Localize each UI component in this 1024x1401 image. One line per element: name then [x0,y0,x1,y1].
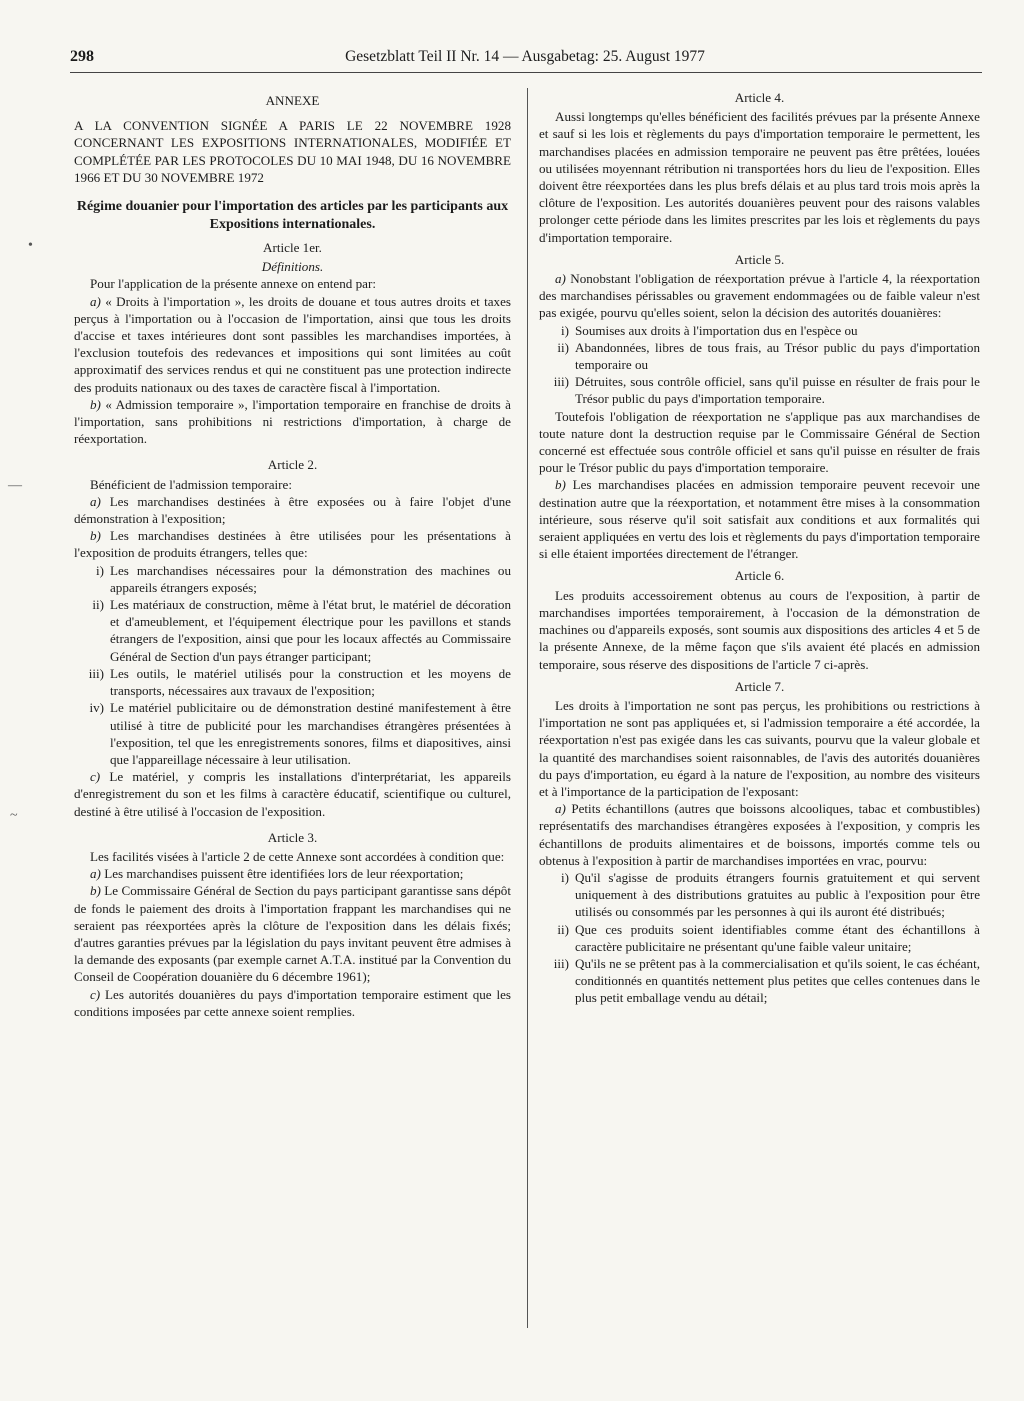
list-text: Que ces produits soient identifiables comme étant des échantillons à caractère publicitaire ne présentant qu'une faible valeur unitaire; [575,921,980,954]
article-1-intro: Pour l'application de la présente annexe on entend par: [90,276,376,292]
label-a: a) [90,866,101,882]
article-3-intro: Les facilités visées à l'article 2 de cette Annexe sont accordées à condition que: [90,848,505,864]
label-b: b) [555,477,566,493]
article-3-b-text: Le Commissaire Général de Section du pays participant garantisse sans dépôt de fonds le paiement des droits à l'importation frappant les marchandises qui ne seraient pas réexportées après la clôture de l'exposition dans les délais fixés; d'autres garanties prévues par la législation du pays invitant peuvent être admises à la demande des exposants (par exemple carnet A.T.A. institué par la Convention du Conseil de Coopération douanière du 6 décembre 1961); [74,883,511,985]
article-7-title: Article 7. [734,678,785,694]
annexe-heading: ANNEXE [265,93,320,108]
list-text: Abandonnées, libres de tous frais, au Trésor public du pays d'importation temporaire ou [575,339,980,373]
label-a: a) [90,493,101,509]
article-5-b-text: Les marchandises placées en admission temporaire peuvent recevoir une destination autre que la réexportation, et notamment être mises à la consommation intérieure, sous réserve qu'il soit satisfait aux conditions et aux formalités qui seraient appliquées en vertu des lois et règlements du pays d'importation temporaire si elle étaient importées directement de l'étranger. [539,477,980,562]
list-label: ii) [557,339,569,355]
list-text: Le matériel publicitaire ou de démonstration destiné manifestement à être utilisé à titre de publicité pour les marchandises étrangères présentées à l'exposition, tel que les enregistrements sonores, films et diapositives, ainsi que l'appareillage nécessaire à leur utilisation. [110,700,511,767]
article-4-title: Article 4. [734,90,785,105]
label-a: a) [555,271,566,287]
label-a: a) [555,801,566,817]
article-2-c-text: Le matériel, y compris les installations d'interprétariat, les appareils d'enregistrement du son et les films à caractère éducatif, scientifique ou culturel, destiné à être utilisé à l'occasion de l'exposition. [74,769,511,819]
article-7-a-text: Petits échantillons (autres que boissons alcooliques, tabac et combustibles) représentatifs des marchandises étrangères exposées à l'exposition, y compris les échantillons de produits alimentaires et de boissons, importés comme tels ou obtenus à l'exposition à partir de marchandises importées en vrac, pourvu: [539,801,980,868]
list-text: Les outils, le matériel utilisés pour la construction et les moyens de transports, nécessaires aux travaux de l'exposition; [110,665,511,699]
article-3-a-text: Les marchandises puissent être identifiées lors de leur réexportation; [104,866,464,882]
article-5-title: Article 5. [734,251,785,267]
list-item [539,322,980,339]
convention-heading: A LA CONVENTION SIGNÉE A PARIS LE 22 NOVEMBRE 1928 CONCERNANT LES EXPOSITIONS INTERNATIONALES, MODIFIÉE ET COMPLÉTÉE PAR LES PROTOCOLES DU 10 MAI 1948, DU 16 NOVEMBRE 1966 ET DU 30 NOVEMBRE 1972 [74,118,511,185]
article-2-b [74,527,511,561]
article-5-toutefois: Toutefois l'obligation de réexportation ne s'applique pas aux marchandises de toute nature dont la destruction requise par le Commissaire Général de Section concerné est effectuée sous contrôle officiel et sans qu'il puisse en résulter de frais pour le Trésor public du pays d'importation temporaire. [539,408,980,476]
label-b: b) [90,528,101,544]
list-label: ii) [557,921,569,937]
list-label: iii) [553,374,569,390]
list-text: Les marchandises nécessaires pour la démonstration des machines ou appareils étrangers exposés; [110,562,511,595]
article-2-a [74,493,511,527]
article-3-c [74,986,511,1020]
page-header [70,48,980,70]
list-item [539,955,980,1007]
article-3-title: Article 3. [267,829,318,845]
article-5-b [539,476,980,562]
margin-mark: • [28,238,33,253]
list-text: Détruites, sous contrôle officiel, sans qu'il puisse en résulter de frais pour le Trésor public du pays d'importation temporaire. [575,374,980,407]
article-2-a-text: Les marchandises destinées à être exposées ou à faire l'objet d'une démonstration à l'exposition; [74,493,511,527]
article-1-a-text: « Droits à l'importation », les droits de douane et tous autres droits et taxes perçus à l'importation ou à l'occasion de l'importation, ainsi que tous les droits d'accise et taxes intérieures dont sont passibles les marchandises importées, à l'exclusion toutefois des redevances et impositions qui sont limitées au coût approximatif des services rendus et qui ne constituent pas une protection indirecte des produits nationaux ou des taxes de caractère fiscal à l'importation. [74,293,511,395]
regime-title: Régime douanier pour l'importation des articles par les participants aux Expositions internationales. [76,199,509,233]
list-label: i) [561,322,569,338]
article-4-text: Aussi longtemps qu'elles bénéficient des facilités prévues par la présente Annexe et sauf si les lois et règlements du pays d'importation temporaire le permettent, les marchandises placées en admission temporaire ne peuvent pas être prêtées, louées ou utilisées moyennant rétribution ni transportées hors du lieu de l'exposition. Elles doivent être réexportées dans les plus brefs délais et au plus tard trois mois après la clôture de l'exposition. Les autorités douanières peuvent pour des raisons valables prolonger cette période dans les limites prescrites par les lois et règlements du pays d'importation temporaire. [539,109,980,245]
article-2-intro: Bénéficient de l'admission temporaire: [90,476,292,492]
article-5-a-text: Nonobstant l'obligation de réexportation prévue à l'article 4, la réexportation des marchandises périssables ou gravement endommagées ou de faible valeur n'est pas exigée, pourvu qu'elles soient, selon la décision des autorités douanières: [539,271,980,321]
list-text: Qu'ils ne se prêtent pas à la commercialisation et qu'ils soient, le cas échéant, conditionnés en quantités nettement plus petites que celles contenues dans le plus petit emballage vendu au détail; [575,955,980,1006]
list-item [539,921,980,955]
article-2-c [74,768,511,820]
column-divider [527,88,528,1328]
left-column [74,89,511,1020]
list-item [539,869,980,921]
article-7-text: Les droits à l'importation ne sont pas perçus, les prohibitions ou restrictions à l'importation ne sont pas appliquées et, si l'admission temporaire a été accordée, la réexportation n'est pas exigée dans les cas suivants, pourvu que la valeur globale et la quantité des marchandises soient raisonnables, de l'avis des autorités douanières du pays d'importation, eu égard à la nature de l'exposition, au nombre des visiteurs et à l'importance de la participation de l'exposant: [539,697,980,799]
article-6-title: Article 6. [734,568,785,584]
article-1-b [74,396,511,448]
article-2-title: Article 2. [267,457,318,473]
list-item [539,339,980,373]
list-label: iv) [89,700,104,716]
page-number: 298 [70,48,94,65]
label-b: b) [90,396,101,412]
article-3-b [74,882,511,985]
article-1-subtitle: Définitions. [261,259,324,275]
running-title: Gesetzblatt Teil II Nr. 14 — Ausgabetag: 25. August 1977 [345,48,705,65]
list-item [74,562,511,596]
list-label: iii) [553,955,569,971]
label-c: c) [90,986,101,1002]
right-column [539,89,980,1007]
label-c: c) [90,769,101,785]
list-text: Les matériaux de construction, même à l'état brut, le matériel de décoration et d'ameublement, et l'équipement électrique pour les pavillons et stands étrangers de l'exposition, ainsi que pour les locaux affectés au Commissaire Général de Section d'un pays étranger participant; [110,597,511,664]
list-item [74,699,511,768]
list-text: Qu'il s'agisse de produits étrangers fournis gratuitement et qui servent uniquement à des distributions gratuites au public à l'exposition pour être utilisés ou consommés par les personnes à qui ils auront été distribués; [575,869,980,920]
article-5-a [539,270,980,322]
list-item [74,665,511,699]
margin-mark: ~ [10,808,18,823]
article-1-title: Article 1er. [263,240,322,256]
list-label: i) [96,562,104,578]
article-3-a [74,865,511,882]
list-text: Soumises aux droits à l'importation dus en l'espèce ou [575,322,858,338]
article-3-c-text: Les autorités douanières du pays d'importation temporaire estiment que les conditions imposées par cette annexe soient remplies. [74,986,511,1019]
list-label: ii) [92,597,104,613]
list-label: i) [561,869,569,885]
article-1-a [74,293,511,396]
header-rule [70,72,982,73]
label-b: b) [90,883,101,899]
article-7-a [539,800,980,869]
article-6-text: Les produits accessoirement obtenus au cours de l'exposition, à partir de marchandises importées temporairement, à l'occasion de la démonstration de machines ou d'appareils exposés, sont soumis aux dispositions des articles 4 et 5 de la présente Annexe, de la même façon que s'ils avaient été placés en admission temporaire, sous réserve des dispositions de l'article 7 ci-après. [539,587,980,672]
article-1-b-text: « Admission temporaire », l'importation temporaire en franchise de droits à l'importation, sans prohibitions ni restrictions d'importation, à charge de réexportation. [74,396,511,447]
list-item [74,596,511,665]
article-2-b-text: Les marchandises destinées à être utilisées pour les présentations à l'exposition de produits étrangers, telles que: [74,528,511,561]
list-label: iii) [88,665,104,681]
margin-mark: — [8,478,22,493]
list-item [539,373,980,407]
label-a: a) [90,293,101,309]
